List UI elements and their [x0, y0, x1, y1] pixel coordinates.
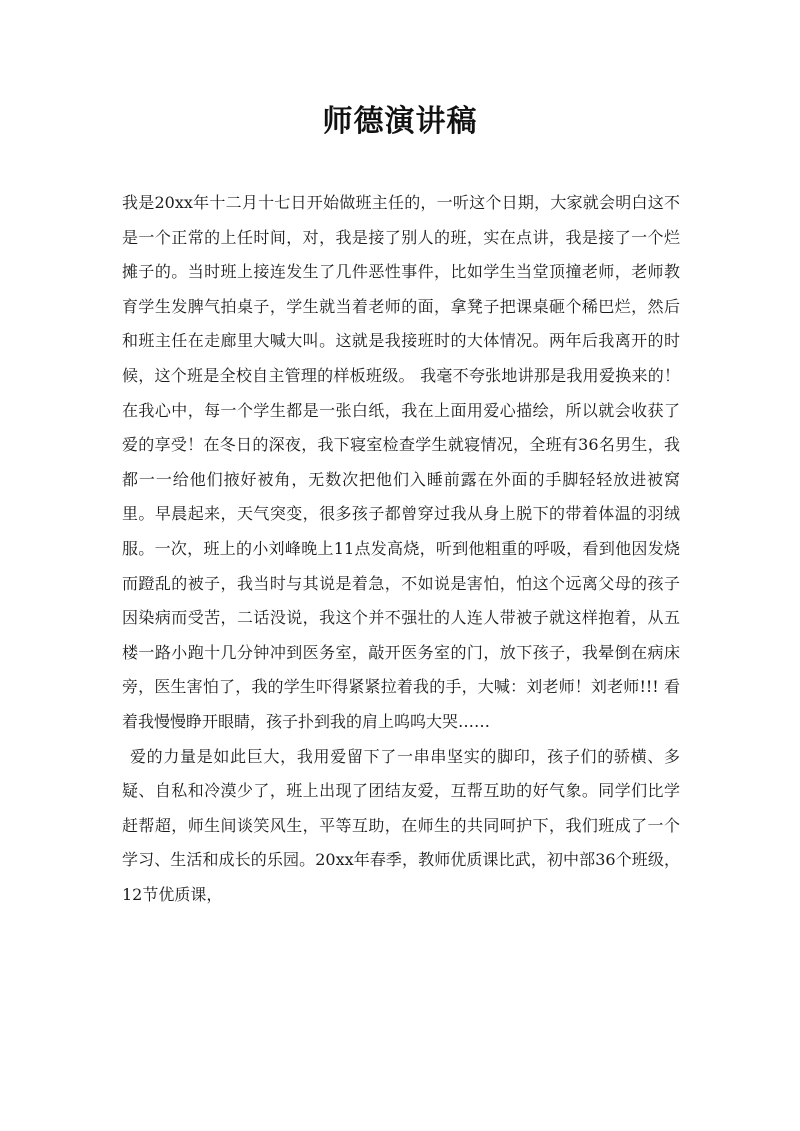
paragraph: 爱的力量是如此巨大，我用爱留下了一串串坚实的脚印，孩子们的骄横、多疑、自私和冷漠少了，班上出现了团结友爱，互帮互助的好气象。同学们比学赶帮超，师生间谈笑风生，平等互助，在师生的共同呵护下，我们班成了一个学习、生活和成长的乐园。20xx年春季，教师优质课比武，初中部36个班级，12节优质课， — [122, 746, 680, 904]
document-title: 师德演讲稿 — [322, 104, 478, 139]
document-body — [122, 186, 680, 912]
paragraph: 我是20xx年十二月十七日开始做班主任的，一听这个日期，大家就会明白这不是一个正常的上任时间，对，我是接了别人的班，实在点讲，我是接了一个烂摊子的。当时班上接连发生了几件恶性事件，比如学生当堂顶撞老师，老师教育学生发脾气拍桌子，学生就当着老师的面，拿凳子把课桌砸个稀巴烂，然后和班主任在走廊里大喊大叫。这就是我接班时的大体情况。两年后我离开的时候，这个班是全校自主管理的样板班级。 我毫不夸张地讲那是我用爱换来的！在我心中，每一个学生都是一张白纸，我在上面用爱心描绘，所以就会收获了爱的享受！在冬日的深夜，我下寝室检查学生就寝情况，全班有36名男生，我都一一给他们掖好被角，无数次把他们入睡前露在外面的手脚轻轻放进被窝里。早晨起来，天气突变，很多孩子都曾穿过我从身上脱下的带着体温的羽绒服。一次，班上的小刘峰晚上11点发高烧，听到他粗重的呼吸，看到他因发烧而蹬乱的被子，我当时与其说是着急，不如说是害怕，怕这个远离父母的孩子因染病而受苦，二话没说，我这个并不强壮的人连人带被子就这样抱着，从五楼一路小跑十几分钟冲到医务室，敲开医务室的门，放下孩子，我晕倒在病床旁，医生害怕了，我的学生吓得紧紧拉着我的手，大喊：刘老师！刘老师!!! 看着我慢慢睁开眼睛，孩子扑到我的肩上呜呜大哭…… — [122, 193, 680, 731]
